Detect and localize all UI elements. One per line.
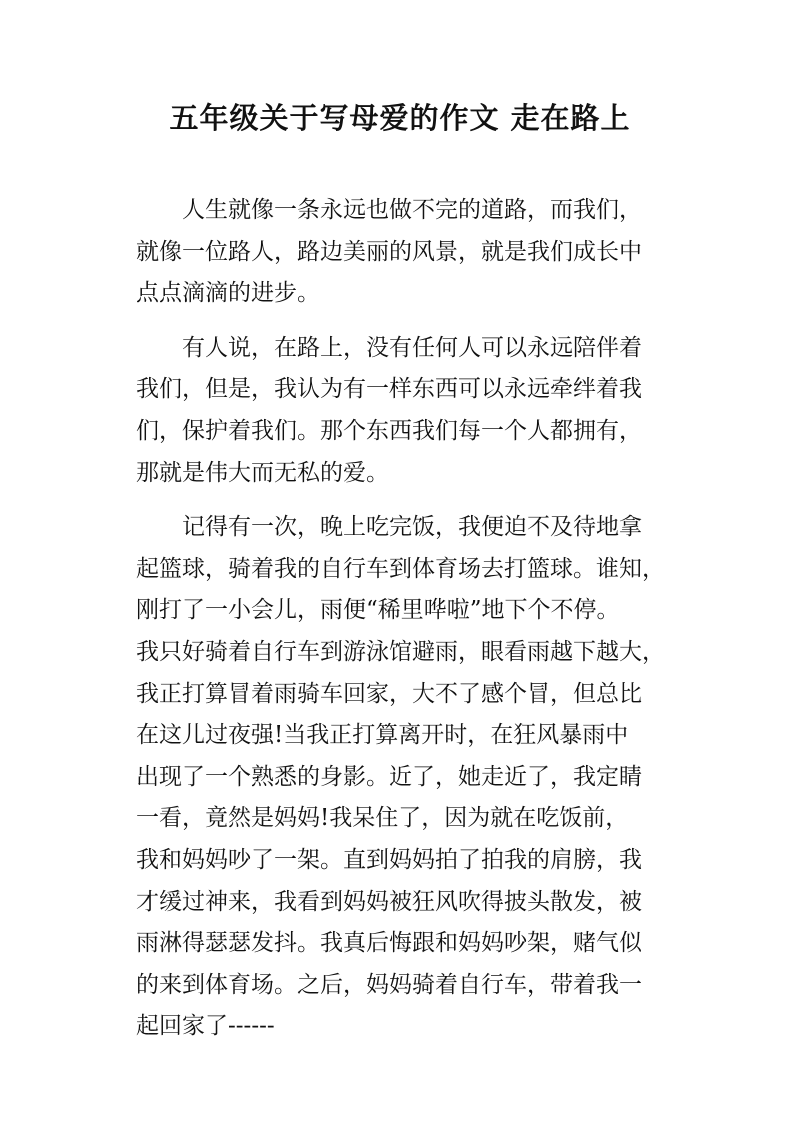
paragraph-line: 才缓过神来，我看到妈妈被狂风吹得披头散发，被	[136, 888, 642, 915]
document-title: 五年级关于写母爱的作文 走在路上	[169, 101, 631, 135]
paragraph-line: 我们，但是，我认为有一样东西可以永远牵绊着我	[136, 376, 642, 403]
paragraph-line: 点点滴滴的进步。	[136, 280, 320, 307]
paragraph-line: 一看，竟然是妈妈!我呆住了，因为就在吃饭前，	[136, 805, 629, 832]
paragraph-line: 起回家了------	[136, 1013, 275, 1040]
paragraph-line: 刚打了一小会儿，雨便“稀里哗啦”地下个不停。	[136, 597, 620, 624]
paragraph-line: 记得有一次，晚上吃完饭，我便迫不及待地拿	[182, 514, 642, 541]
paragraph-line: 我只好骑着自行车到游泳馆避雨，眼看雨越下越大，	[136, 638, 665, 665]
paragraph-1	[136, 190, 670, 315]
essay-body	[136, 190, 670, 1048]
paragraph-line: 们，保护着我们。那个东西我们每一个人都拥有，	[136, 417, 642, 444]
paragraph-line: 人生就像一条永远也做不完的道路，而我们，	[182, 197, 642, 223]
paragraph-line: 起篮球，骑着我的自行车到体育场去打篮球。谁知，	[136, 555, 665, 582]
paragraph-3	[136, 507, 670, 1048]
paragraph-2	[136, 328, 670, 494]
paragraph-line: 出现了一个熟悉的身影。近了，她走近了，我定睛	[136, 763, 642, 790]
paragraph-line: 就像一位路人，路边美丽的风景，就是我们成长中	[136, 238, 642, 265]
paragraph-line: 那就是伟大而无私的爱。	[136, 459, 389, 486]
paragraph-line: 我正打算冒着雨骑车回家，大不了感个冒，但总比	[136, 680, 642, 707]
paragraph-line: 有人说，在路上，没有任何人可以永远陪伴着	[182, 334, 642, 361]
paragraph-line: 的来到体育场。之后，妈妈骑着自行车，带着我一	[136, 971, 642, 998]
paragraph-line: 雨淋得瑟瑟发抖。我真后悔跟和妈妈吵架，赌气似	[136, 930, 642, 957]
paragraph-line: 我和妈妈吵了一架。直到妈妈拍了拍我的肩膀，我	[136, 846, 642, 873]
paragraph-line: 在这儿过夜强!当我正打算离开时，在狂风暴雨中	[136, 722, 629, 749]
